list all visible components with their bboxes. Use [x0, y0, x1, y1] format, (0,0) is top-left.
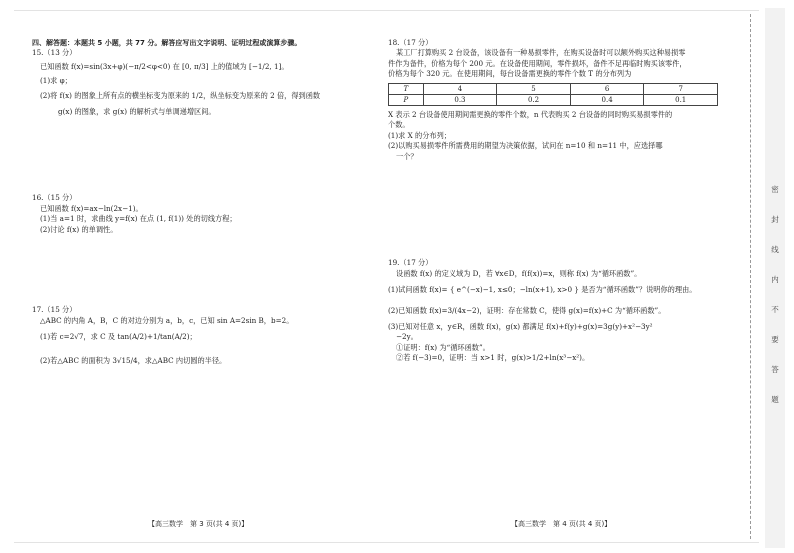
q16-part2: (2)讨论 f(x) 的单调性。 [40, 224, 118, 234]
binding-char: 内 [771, 275, 779, 284]
q18-after-line1: X 表示 2 台设备使用期间需更换的零件个数，n 代表购买 2 台设备的同时购买易损零件的 [388, 110, 673, 120]
table-cell: 0.3 [423, 94, 497, 105]
q16-stem: 已知函数 f(x)=ax−ln(2x−1)。 [40, 203, 143, 213]
table-cell: 0.4 [570, 94, 644, 105]
binding-char: 不 [771, 305, 779, 314]
q18-part2a: (2)以购买易损零件所需费用的期望为决策依据，试问在 n=10 和 n=11 中，应选择哪 [388, 141, 663, 151]
q19-head: 19.（17 分） [388, 258, 433, 268]
q19-part3c: ①证明：f(x) 为“循环函数”。 [396, 342, 490, 352]
binding-char: 题 [771, 395, 779, 404]
q19-part3b: −2y。 [396, 332, 418, 342]
binding-char: 答 [771, 365, 779, 374]
table-row [389, 94, 718, 105]
table-cell: 6 [570, 83, 644, 94]
left-column [32, 38, 367, 367]
footer-right: 【高三数学 第 4 页(共 4 页)】 [511, 520, 612, 528]
q18-stem-line1: 某工厂打算购买 2 台设备，该设备有一种易损零件，在购买设备时可以额外购买这种易损零 [396, 48, 686, 58]
q15-part2a: (2)将 f(x) 的图象上所有点的横坐标变为原来的 1/2，纵坐标变为原来的 2 倍，得到函数 [40, 91, 321, 101]
q19-part2: (2)已知函数 f(x)=3/(4x−2)，证明：存在常数 C，使得 g(x)=f(x)+C 为“循环函数”。 [388, 305, 666, 315]
q18-after-line2: 个数。 [388, 120, 410, 130]
q15-stem: 已知函数 f(x)=sin(3x+φ)(−π/2<φ<0) 在 [0, π/3] 上的值域为 [−1/2, 1]。 [40, 61, 289, 71]
table-row [389, 83, 718, 94]
binding-char: 封 [771, 215, 779, 224]
table-cell: 0.1 [644, 94, 718, 105]
bottom-border [14, 542, 759, 543]
q17-part1: (1)若 c=2√7，求 C 及 tan(A/2)+1/tan(A/2)； [40, 331, 197, 341]
q18-stem-line3: 价格为每个 320 元。在使用期间，每台设备需更换的零件个数 T 的分布列为 [388, 69, 632, 79]
seal-dashed-line [750, 14, 751, 539]
q15-head: 15.（13 分） [32, 48, 77, 58]
q15-part2b: g(x) 的图象，求 g(x) 的解析式与单调递增区间。 [58, 106, 216, 116]
q19-part3d: ②若 f(−3)=0，证明：当 x>1 时，g(x)>1/2+ln(x³−x²)。 [396, 353, 590, 363]
right-column [388, 38, 718, 364]
q17-head: 17.（15 分） [32, 305, 77, 315]
q16-part1: (1)当 a=1 时，求曲线 y=f(x) 在点 (1, f(1)) 处的切线方程； [40, 214, 237, 224]
q18-head: 18.（17 分） [388, 38, 433, 47]
table-cell: 4 [423, 83, 497, 94]
binding-char: 线 [771, 245, 779, 254]
distribution-table [388, 83, 718, 106]
top-border [14, 10, 759, 11]
q15-part1: (1)求 φ； [40, 76, 72, 86]
table-cell: P [389, 94, 424, 105]
q18-part2b: 一个？ [396, 151, 418, 161]
table-cell: 5 [497, 83, 571, 94]
table-cell: 7 [644, 83, 718, 94]
q19-part1: (1)试问函数 f(x)= { e^(−x)−1, x≤0；−ln(x+1), x>0 } 是否为“循环函数”？说明你的理由。 [388, 285, 697, 295]
footer-left: 【高三数学 第 3 页(共 4 页)】 [148, 520, 249, 528]
q17-part2: (2)若△ABC 的面积为 3√15/4，求△ABC 内切圆的半径。 [40, 356, 227, 366]
binding-char: 要 [771, 335, 779, 344]
q19-stem: 设函数 f(x) 的定义域为 D，若 ∀x∈D，f(f(x))=x，则称 f(x) 为“循环函数”。 [396, 268, 642, 278]
q16-head: 16.（15 分） [32, 193, 77, 203]
q18-stem-line2: 件作为备件，价格为每个 200 元。在设备使用期间，零件损坏，备件不足再临时购买该零件， [388, 58, 687, 68]
section-title: 四、解答题：本题共 5 小题，共 77 分。解答应写出文字说明、证明过程或演算步骤。 [32, 39, 302, 47]
q17-stem: △ABC 的内角 A，B，C 的对边分别为 a，b，c，已知 sin A=2sin B，b=2。 [40, 315, 294, 325]
q18-part1: (1)求 X 的分布列； [388, 130, 451, 140]
table-cell: 0.2 [497, 94, 571, 105]
q19-part3a: (3)已知对任意 x，y∈R，函数 f(x)，g(x) 都满足 f(x)+f(y)+g(x)=3g(y)+x²−3y² [388, 321, 653, 331]
binding-char: 密 [771, 185, 779, 194]
table-cell: T [389, 83, 424, 94]
